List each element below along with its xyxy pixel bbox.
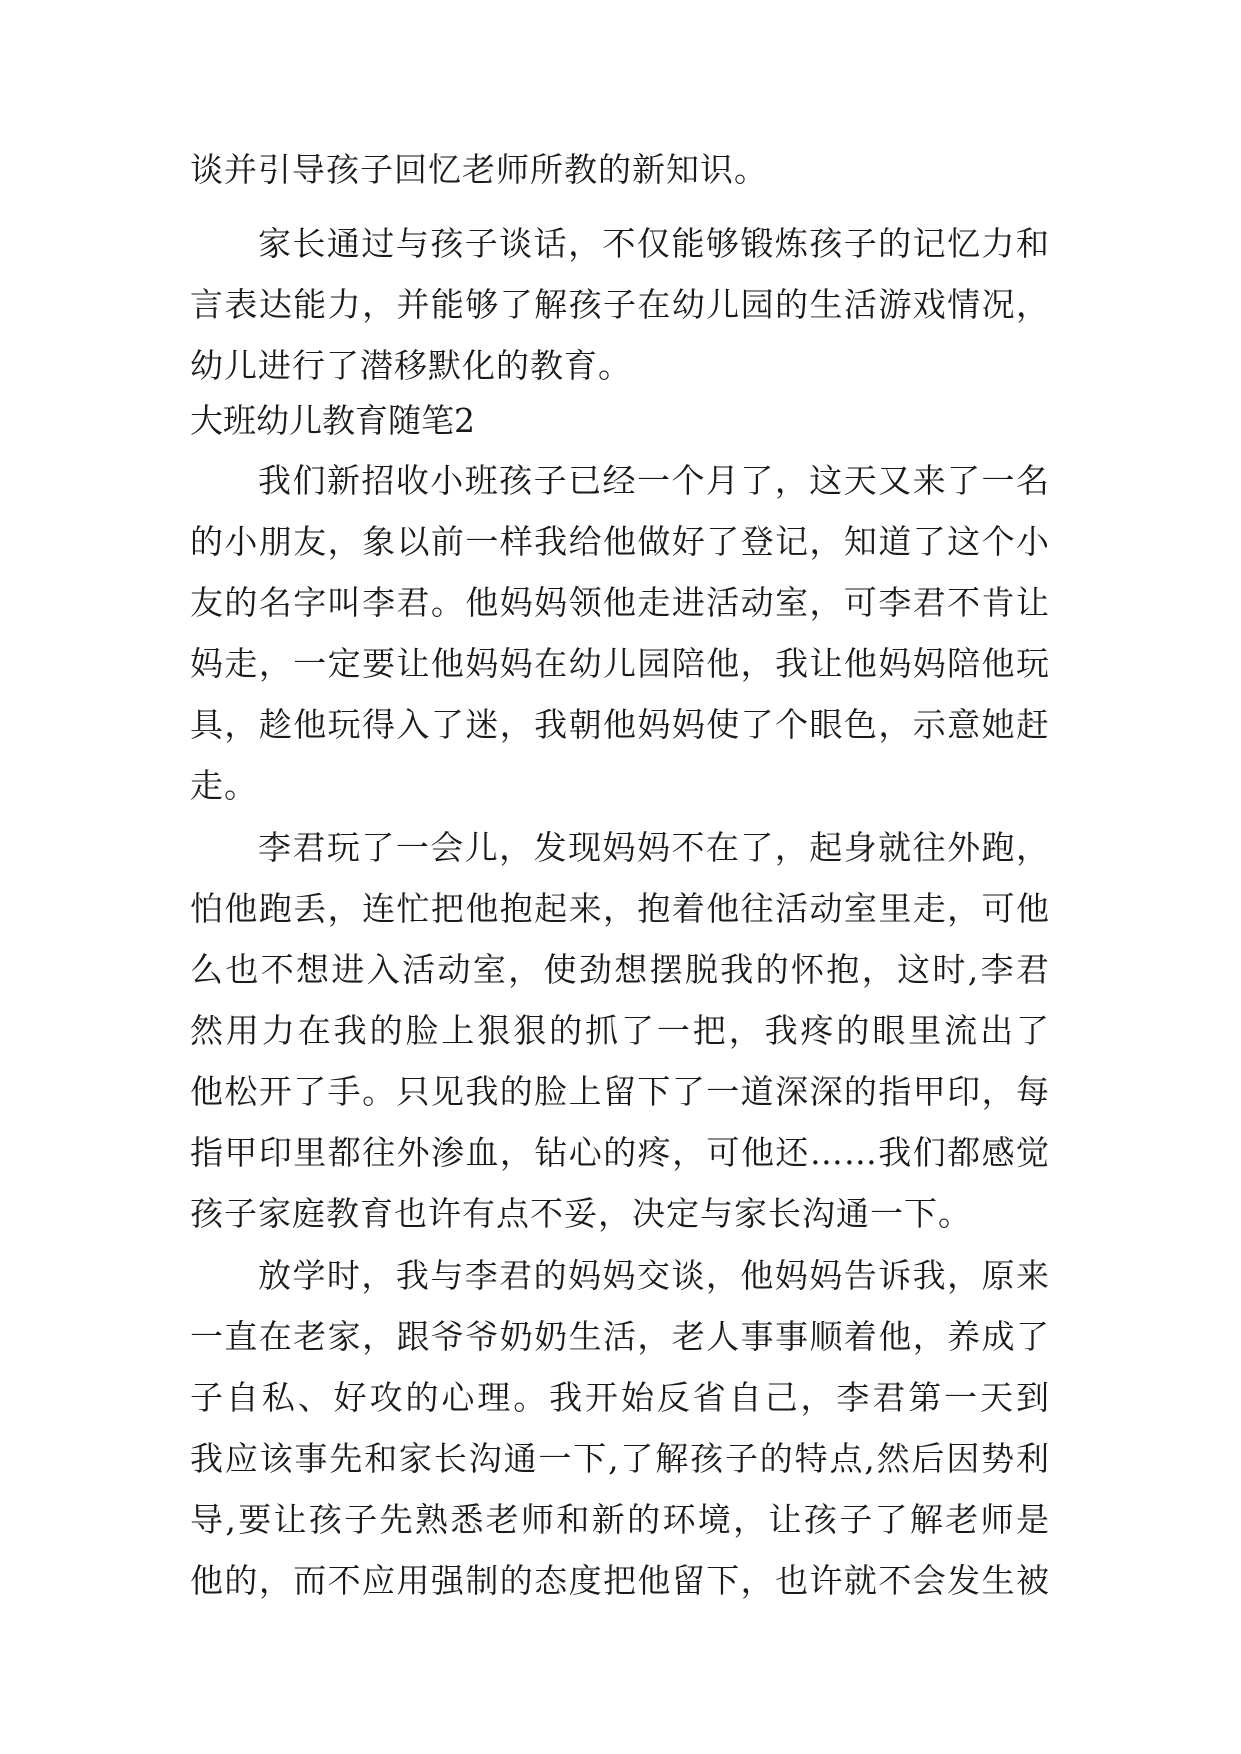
text-line: 友的名字叫李君。他妈妈领他走进活动室，可李君不肯让 [190, 583, 1050, 622]
text-line: 妈走，一定要让他妈妈在幼儿园陪他，我让他妈妈陪他玩 [190, 644, 1050, 683]
text-line: 孩子家庭教育也许有点不妥，决定与家长沟通一下。 [190, 1194, 972, 1233]
section-heading: 大班幼儿教育随笔2 [190, 401, 475, 440]
text-line: 然用力在我的脸上狠狠的抓了一把，我疼的眼里流出了 [190, 1011, 1050, 1050]
text-line: 的小朋友，象以前一样我给他做好了登记，知道了这个小 [190, 522, 1050, 561]
text-line: 我们新招收小班孩子已经一个月了，这天又来了一名 [258, 461, 1050, 500]
text-line: 一直在老家，跟爷爷奶奶生活，老人事事顺着他，养成了 [190, 1317, 1050, 1356]
text-line: 他松开了手。只见我的脸上留下了一道深深的指甲印，每 [190, 1072, 1050, 1111]
text-line: 他的，而不应用强制的态度把他留下，也许就不会发生被 [190, 1561, 1050, 1600]
text-line: 具，趁他玩得入了迷，我朝他妈妈使了个眼色，示意她赶 [190, 705, 1050, 744]
text-line: 指甲印里都往外渗血，钻心的疼，可他还……我们都感觉 [190, 1133, 1050, 1172]
text-line: 走。 [190, 766, 258, 805]
text-line: 导,要让孩子先熟悉老师和新的环境，让孩子了解老师是 [190, 1500, 1050, 1539]
text-line: 怕他跑丢，连忙把他抱起来，抱着他往活动室里走，可他 [190, 889, 1050, 928]
text-line: 谈并引导孩子回忆老师所教的新知识。 [190, 150, 768, 189]
text-line: 么也不想进入活动室，使劲想摆脱我的怀抱，这时,李君 [190, 950, 1050, 989]
text-line: 幼儿进行了潜移默化的教育。 [190, 346, 632, 385]
text-line: 放学时，我与李君的妈妈交谈，他妈妈告诉我，原来 [258, 1256, 1050, 1295]
text-line: 言表达能力，并能够了解孩子在幼儿园的生活游戏情况， [190, 285, 1050, 324]
text-line: 家长通过与孩子谈话，不仅能够锻炼孩子的记忆力和 [258, 224, 1050, 263]
text-line: 子自私、好攻的心理。我开始反省自己，李君第一天到 [190, 1378, 1050, 1417]
text-line: 我应该事先和家长沟通一下,了解孩子的特点,然后因势利 [190, 1439, 1050, 1478]
text-line: 李君玩了一会儿，发现妈妈不在了，起身就往外跑， [258, 828, 1050, 867]
